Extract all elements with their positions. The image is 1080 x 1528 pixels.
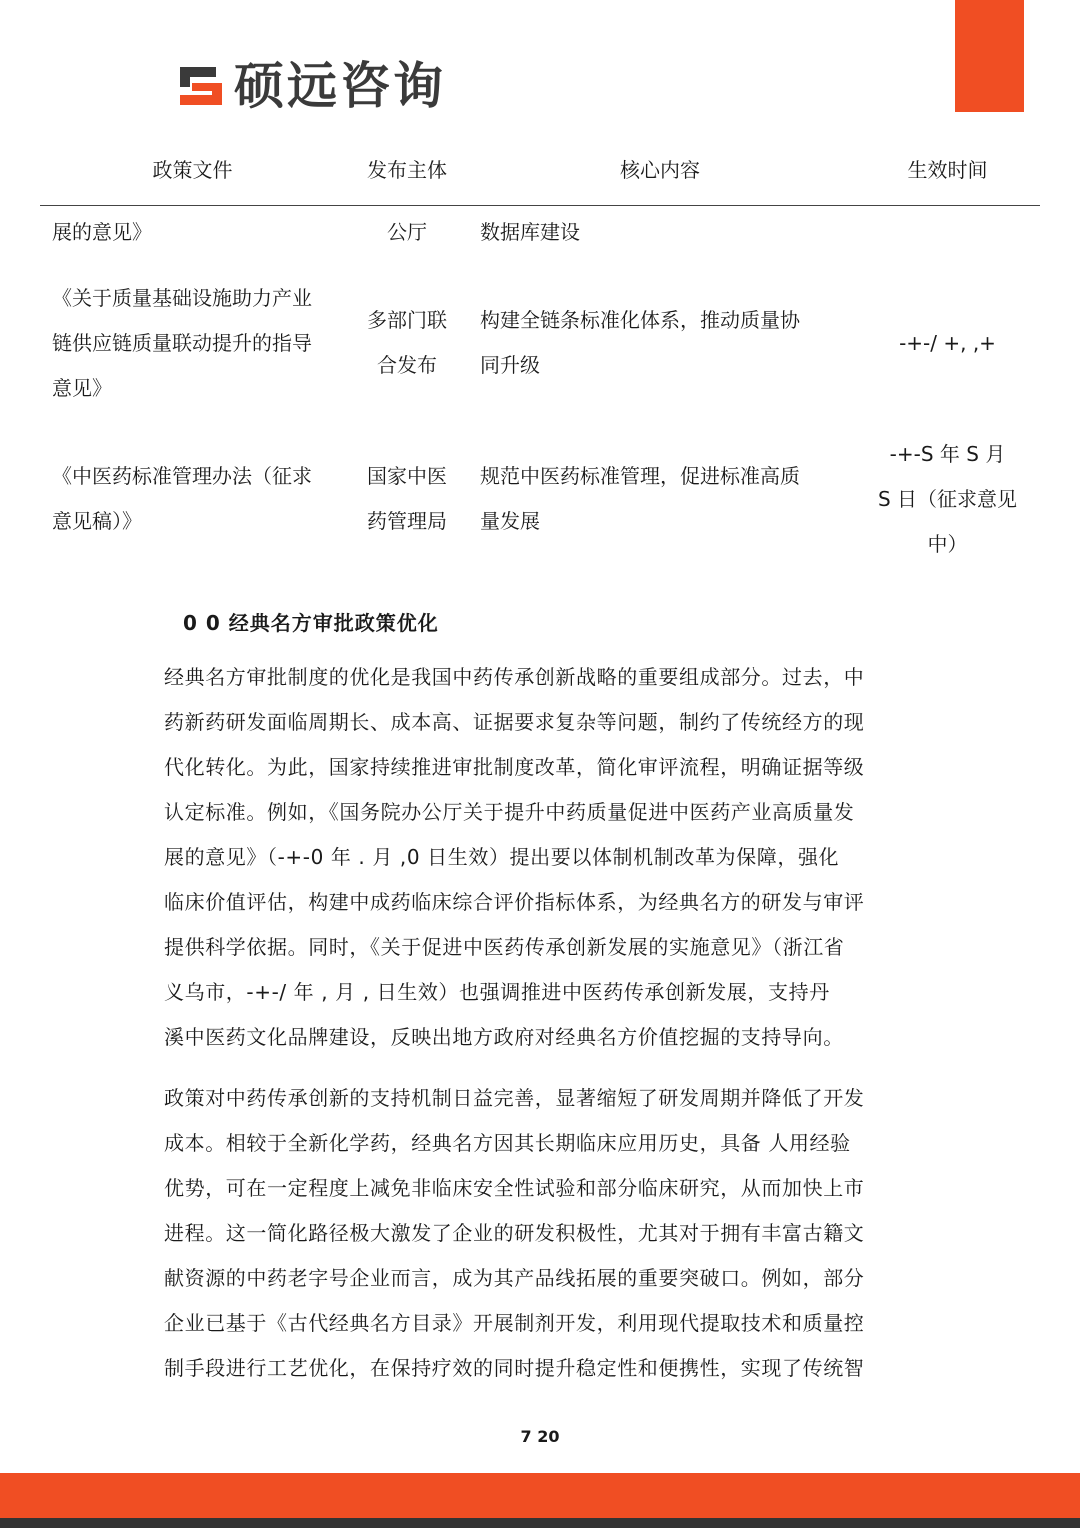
table-header-rule xyxy=(40,205,1040,206)
table-row-0-content: 数据库建设 xyxy=(480,220,580,244)
table-row-2-content: 规范中医药标准管理，促进标准高质 量发展 xyxy=(480,464,800,533)
table-row-2-doc: 《中医药标准管理办法（征求 意见稿）》 xyxy=(52,464,312,533)
brand-logo xyxy=(176,58,446,114)
paragraph-1: 经典名方审批制度的优化是我国中药传承创新战略的重要组成部分。过去，中 药新药研发面临周期长、成本高、证据要求复杂等问题，制约了传统经方的现 代化转化。为此，国家持续推进审批制度改革，简化审评流程，明确证据等级 认定标准。例如，《国务院办公厅关于提升中药质量促进中医药产业高质量发 展的意见》（-+-0 年 . 月 ,0 日生效）提出要以体制机制改革为保障，强化 临床价值评估，构建中成药临床综合评价指标体系，为经典名方的研发与审评 提供科学依据。同时，《关于促进中医药传承创新发展的实施意见》（浙江省 义乌市，-+-/ 年 , 月 , 日生效）也强调推进中医药传承创新发展，支持丹 溪中医药文化品牌建设，反映出地方政府对经典名方价值挖掘的支持导向。 xyxy=(164,665,865,1049)
paragraph-2: 政策对中药传承创新的支持机制日益完善，显著缩短了研发周期并降低了开发 成本。相较于全新化学药，经典名方因其长期临床应用历史，具备 人用经验 优势，可在一定程度上减免非临床安全性试验和部分临床研究，从而加快上市 进程。这一简化路径极大激发了企业的研发积极性，尤其对于拥有丰富古籍文 献资源的中药老字号企业而言，成为其产品线拓展的重要突破口。例如，部分 企业已基于《古代经典名方目录》开展制剂开发，利用现代提取技术和质量控 制手段进行工艺优化，在保持疗效的同时提升稳定性和便携性，实现了传统智 xyxy=(164,1086,865,1380)
table-row-1-date: -+-/ +, ,+ xyxy=(899,331,996,355)
table-row-2-issuer: 国家中医 药管理局 xyxy=(367,464,447,533)
table-row-1-issuer: 多部门联 合发布 xyxy=(367,308,447,377)
footer-accent-bar xyxy=(0,1473,1080,1518)
header-issuer: 发布主体 xyxy=(367,158,447,182)
section-title: 0 0 经典名方审批政策优化 xyxy=(183,611,439,635)
table-row-0-issuer: 公厅 xyxy=(387,220,427,244)
footer-dark-strip xyxy=(0,1518,1080,1528)
logo-mark-icon xyxy=(176,61,226,111)
brand-name: 硕远咨询 xyxy=(234,57,446,115)
table-row-1-doc: 《关于质量基础设施助力产业 链供应链质量联动提升的指导 意见》 xyxy=(52,286,312,400)
table-row-0-doc: 展的意见》 xyxy=(52,220,152,244)
header-core-content: 核心内容 xyxy=(620,158,700,182)
table-row-1-content: 构建全链条标准化体系，推动质量协 同升级 xyxy=(480,308,800,377)
table-row-2-date: -+-S 年 S 月 S 日（征求意见 中） xyxy=(877,442,1018,556)
header-effective-date: 生效时间 xyxy=(907,158,988,182)
header-policy-doc: 政策文件 xyxy=(152,158,233,182)
top-accent-block xyxy=(955,0,1024,112)
page-number: 7 20 xyxy=(520,1427,560,1446)
